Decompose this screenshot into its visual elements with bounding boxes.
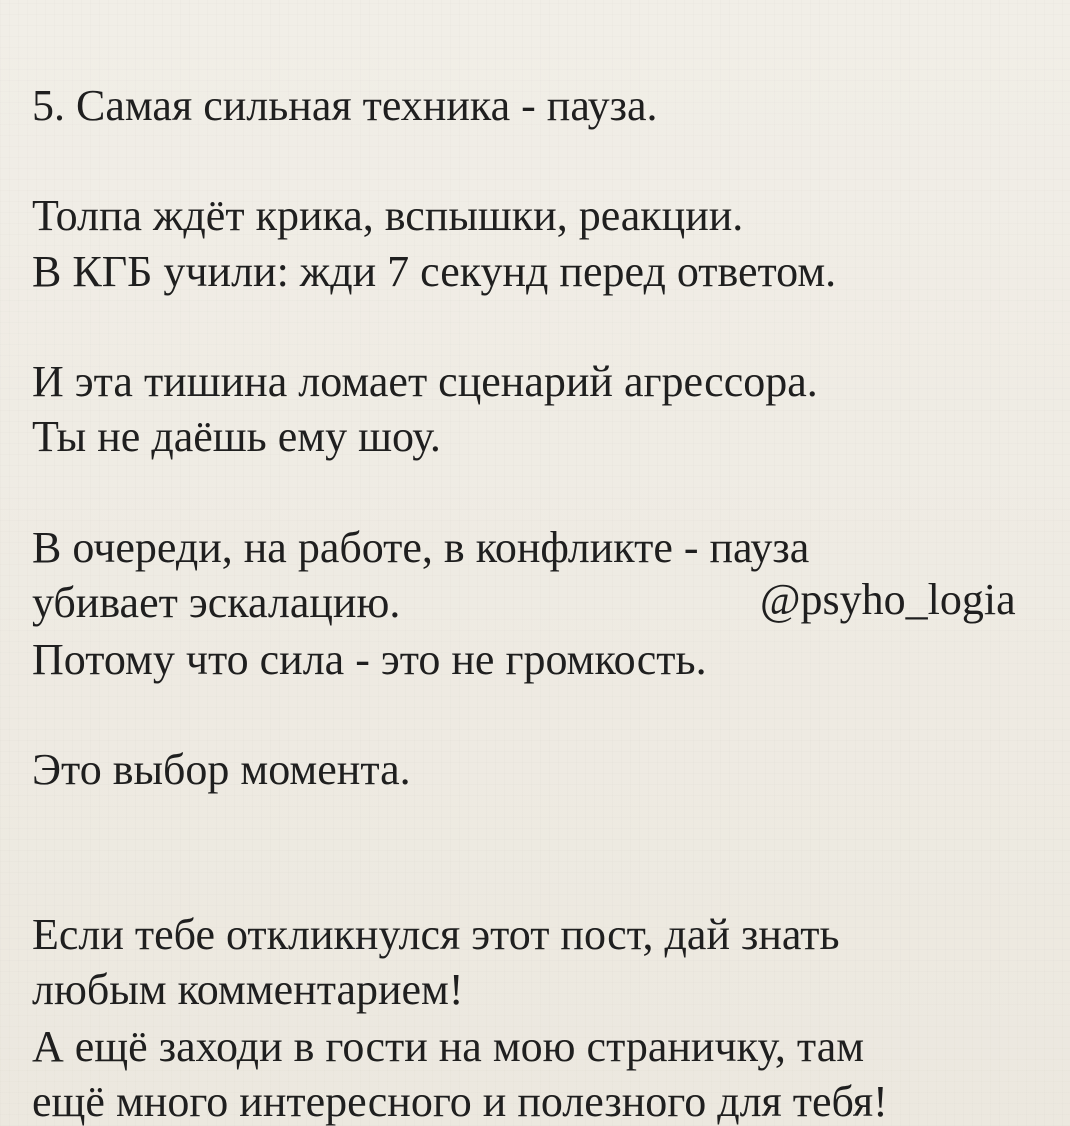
paragraph-3-line-2: убивает эскалацию. [32,578,401,627]
paragraph-4-line-1: Это выбор момента. [32,745,411,794]
paragraph-3-line-1: В очереди, на работе, в конфликте - пауза [32,523,810,572]
call-to-action-line-1: Если тебе откликнулся этот пост, дай знать [32,910,840,959]
paragraph-1-line-2: В КГБ учили: жди 7 секунд перед ответом. [32,247,837,296]
paragraph-2-line-2: Ты не даёшь ему шоу. [32,412,441,461]
call-to-action-line-2: любым комментарием! [32,965,464,1014]
watermark-handle: @psyho_logia [760,575,1016,624]
paragraph-3-line-3: Потому что сила - это не громкость. [32,635,707,684]
call-to-action-line-3: А ещё заходи в гости на мою страничку, там [32,1022,865,1071]
paragraph-1-line-1: Толпа ждёт крика, вспышки, реакции. [32,191,744,240]
section-heading: 5. Самая сильная техника - пауза. [32,81,658,130]
paragraph-2-line-1: И эта тишина ломает сценарий агрессора. [32,357,818,406]
call-to-action-line-4: ещё много интересного и полезного для тебя! [32,1077,888,1126]
